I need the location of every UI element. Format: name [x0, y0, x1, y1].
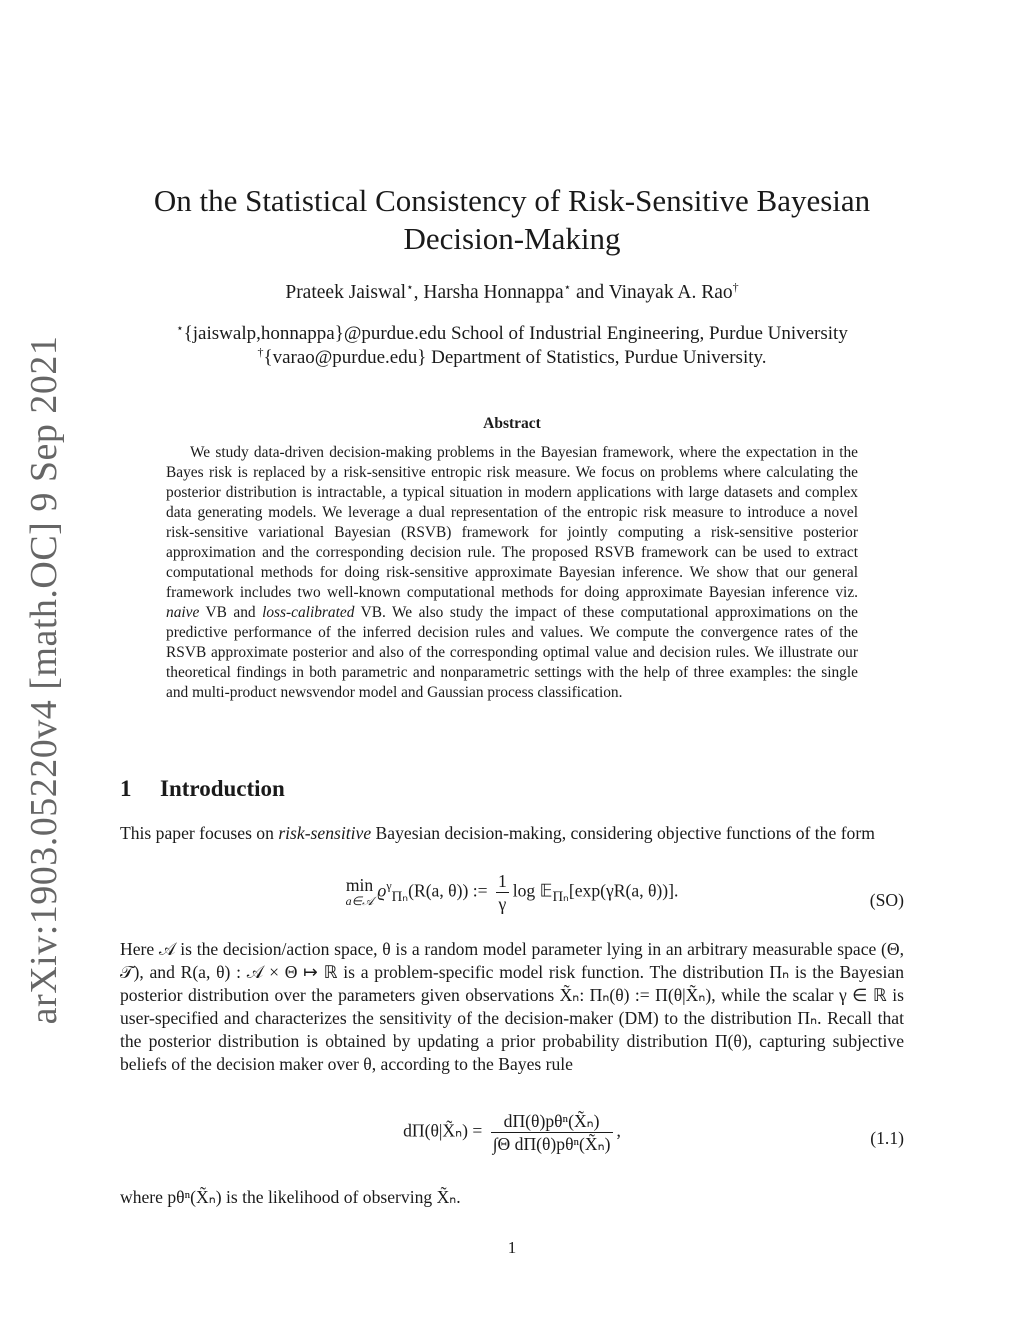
title-line-1: On the Statistical Consistency of Risk-Sensitive Bayesian: [153, 183, 871, 218]
affiliation-mark: ⋆: [563, 280, 572, 294]
section-title: Introduction: [160, 776, 285, 801]
min-operator: min a∈𝒜: [345, 874, 374, 908]
affiliation-line-1: ⋆{jaiswalp,honnappa}@purdue.edu School of Industrial Engineering, Purdue University: [176, 321, 848, 344]
affiliation-line-2: †{varao@purdue.edu} Department of Statistics, Purdue University.: [257, 345, 767, 368]
equation-tag: (SO): [869, 890, 904, 910]
abstract-paragraph: We study data-driven decision-making problems in the Bayesian framework, where the expectation in the Bayes risk is replaced by a risk-sensitive entropic risk measure. We focus on problems where calculating the posterior distribution is intractable, a typical situation in modern applications with large datasets and complex data generating models. We leverage a dual representation of the entropic risk measure to introduce a novel risk-sensitive variational Bayesian (RSVB) framework for jointly computing a risk-sensitive posterior approximation and the corresponding decision rule. The proposed RSVB framework can be used to extract computational methods for doing risk-sensitive approximate Bayesian inference. We show that our general framework includes two well-known computational methods for doing approximate Bayesian inference viz. naive VB and loss-calibrated VB. We also study the impact of these computational approximations on the predictive performance of the inferred decision rules and values. We compute the convergence rates of the RSVB approximate posterior and also of the corresponding optimal value and decision rules. We illustrate our theoretical findings in both parametric and nonparametric settings with the help of three examples: the single and multi-product newsvendor model and Gaussian process classification.: [166, 444, 858, 701]
paper-title: [140, 182, 884, 258]
section-heading: [120, 776, 285, 802]
body-paragraph: where pθⁿ(X̃ₙ) is the likelihood of observing X̃ₙ.: [120, 1187, 461, 1207]
affiliation-mark: ⋆: [406, 280, 414, 294]
fraction: $\frac{1}{\gamma}$: [497, 871, 507, 914]
intro-paragraph: This paper focuses on risk-sensitive Bayesian decision-making, considering objective functions of the form: [120, 823, 875, 843]
equation-1-1: dΠ(θ|X̃ₙ) = $\frac{\text{dΠ(θ)pθⁿ(X̃ₙ)}}{\text{∫Θ dΠ(θ)pθⁿ(X̃ₙ)}}$ , (1.1): [403, 1111, 904, 1154]
equation-tag: (1.1): [870, 1128, 904, 1148]
page-number: 1: [507, 1238, 517, 1257]
equation-so: min a∈𝒜 $ϱ^\gamma_{\Pi_n}(R(a$, θ)) := $\frac{1}{\gamma}$ log 𝔼$_{\Pi_n}$[exp(γR(a, θ))]. (SO): [345, 871, 904, 914]
section-number: 1: [120, 776, 132, 801]
author-name: Harsha Honnappa: [423, 282, 564, 303]
author-name: Prateek Jaiswal: [285, 282, 407, 303]
affiliation-mark: †: [732, 280, 739, 294]
abstract-heading: Abstract: [483, 415, 541, 432]
author-list: Prateek Jaiswal⋆, Harsha Honnappa⋆ and Vinayak A. Rao†: [285, 280, 739, 303]
abstract-body: [166, 443, 858, 703]
fraction: $\frac{\text{dΠ(θ)pθⁿ(X̃ₙ)}}{\text{∫Θ dΠ(θ)pθⁿ(X̃ₙ)}}$: [492, 1111, 611, 1154]
title-line-2: Decision-Making: [403, 221, 621, 256]
author-name: Vinayak A. Rao: [608, 282, 733, 303]
body-paragraph: Here 𝒜 is the decision/action space, θ is a random model parameter lying in an arbitrary measurable space (Θ, 𝒯), and R(a, θ) : 𝒜 × Θ ↦ ℝ is a problem-specific model risk function. The distribution Πₙ is the Bayesian posterior distribution over the parameters given observations X̃ₙ: Πₙ(θ) := Π(θ|X̃ₙ), while the scalar γ ∈ ℝ is user-specified and characterizes the sensitivity of the decision-maker (DM) to the distribution Πₙ. Recall that the posterior distribution is obtained by updating a prior probability distribution Π(θ), capturing subjective beliefs of the decision maker over θ, according to the Bayes rule: [120, 939, 904, 1074]
affiliations: [120, 322, 904, 370]
arxiv-stamp: arXiv:1903.05220v4 [math.OC] 9 Sep 2021: [23, 335, 65, 1025]
